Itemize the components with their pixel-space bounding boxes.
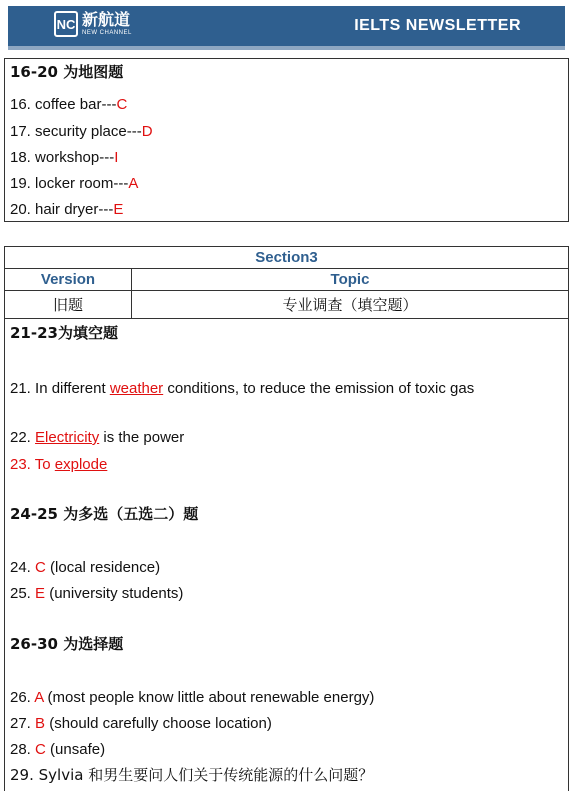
- answer-letter: C: [116, 96, 128, 113]
- list-item: 28. C (unsafe): [10, 741, 106, 758]
- answer-letter: C: [35, 559, 46, 576]
- newsletter-header: [8, 6, 565, 46]
- header-divider: [8, 46, 565, 50]
- list-item: 23. To explode: [10, 456, 108, 473]
- list-item: 26. A (most people know little about renewable energy): [10, 689, 375, 706]
- logo-mark: NC: [54, 11, 78, 37]
- version-header: Version: [5, 269, 132, 291]
- topic-header: Topic: [132, 269, 569, 291]
- topic-value: 专业调查（填空题）: [132, 291, 569, 319]
- logo-chinese-name: 新航道: [82, 10, 131, 29]
- answer-letter: C: [35, 741, 46, 758]
- logo-english-name: NEW CHANNEL: [82, 30, 132, 36]
- list-item: 27. B (should carefully choose location): [10, 715, 272, 732]
- answer-letter: E: [35, 585, 46, 602]
- list-item: 25. E (university students): [10, 585, 184, 602]
- answer-letter: E: [113, 201, 124, 218]
- list-item: 21. In different weather conditions, to reduce the emission of toxic gas: [10, 380, 475, 397]
- header-title: IELTS NEWSLETTER: [354, 17, 521, 34]
- answer-word: Electricity: [35, 429, 100, 446]
- answer-letter: I: [114, 149, 119, 166]
- list-item: 18. workshop---I: [10, 149, 119, 166]
- list-item: 29. Sylvia 和男生要问人们关于传统能源的什么问题？: [10, 766, 374, 784]
- list-item: 22. Electricity is the power: [10, 429, 185, 446]
- multi-heading: 24-25 为多选（五选二）题: [10, 505, 199, 523]
- answer-letter: A: [128, 175, 139, 192]
- logo: [54, 11, 132, 37]
- list-item: 17. security place---D: [10, 123, 153, 140]
- list-item: 20. hair dryer---E: [10, 201, 124, 218]
- answer-letter: A: [34, 689, 44, 706]
- section3-table: [4, 246, 569, 319]
- answer-word: explode: [54, 456, 108, 473]
- list-item: 16. coffee bar---C: [10, 96, 128, 113]
- answer-word: weather: [109, 380, 164, 397]
- map-questions-heading: 16-20 为地图题: [10, 63, 124, 81]
- fill-heading: 21-23为填空题: [10, 324, 118, 342]
- version-value: 旧题: [5, 291, 132, 319]
- choice-heading: 26-30 为选择题: [10, 635, 124, 653]
- list-item: 19. locker room---A: [10, 175, 139, 192]
- answer-letter: D: [141, 123, 153, 140]
- answer-letter: B: [35, 715, 46, 732]
- section3-title: Section3: [5, 247, 569, 269]
- list-item: 24. C (local residence): [10, 559, 161, 576]
